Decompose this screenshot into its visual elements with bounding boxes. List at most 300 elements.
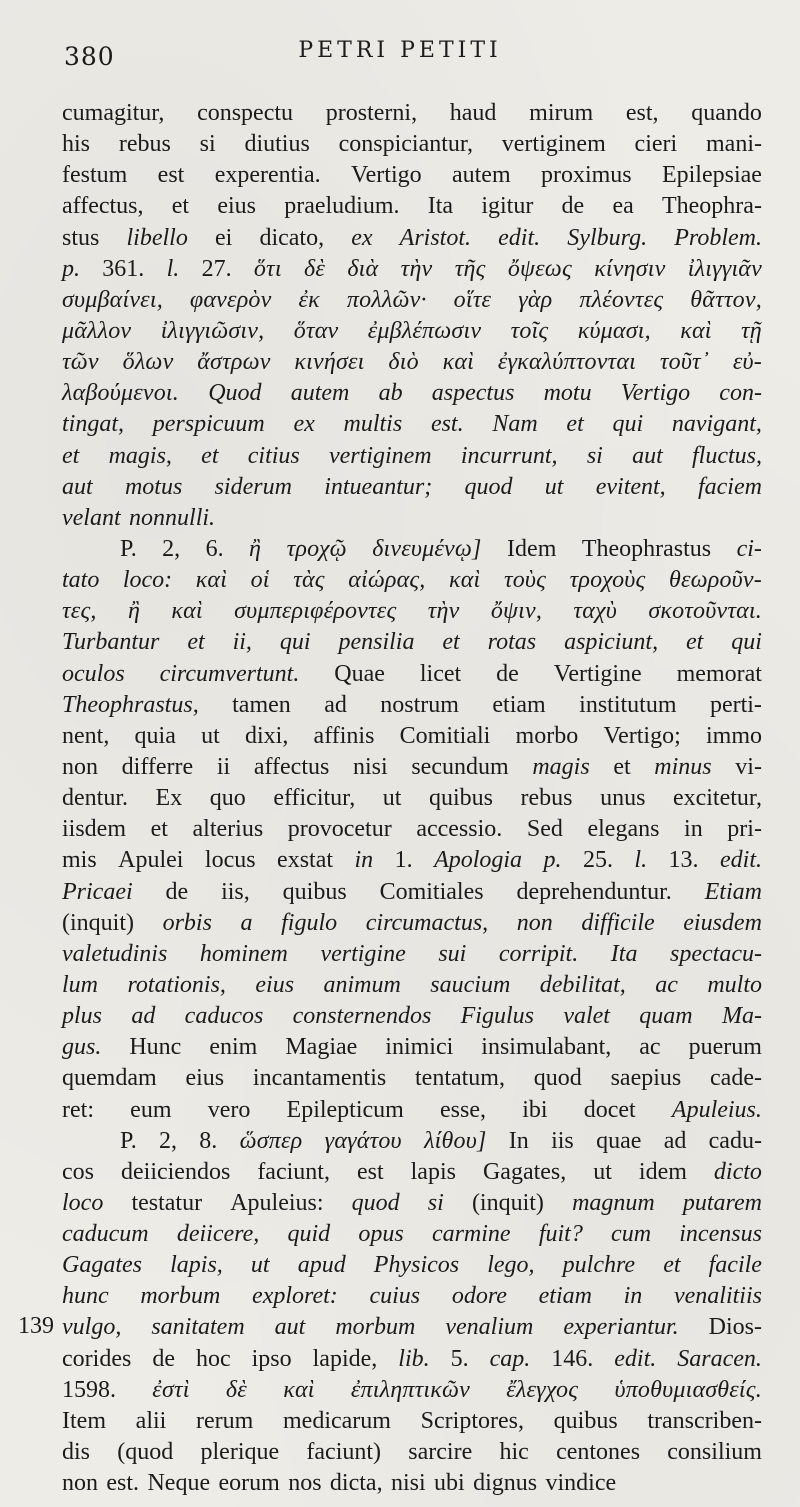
word: aspiciunt, <box>564 629 659 656</box>
text-line <box>62 347 762 378</box>
word: tamen <box>232 691 291 718</box>
word: vulgo, <box>62 1314 122 1341</box>
word: consilium <box>667 1439 762 1466</box>
word: tato <box>62 567 100 594</box>
word: ut <box>382 785 402 812</box>
word: iisdem <box>62 816 126 843</box>
word: oculos <box>62 660 125 687</box>
word: τῆς <box>454 255 486 282</box>
word: praeludium. <box>284 193 400 220</box>
word: ubi <box>434 1470 465 1497</box>
word: animum <box>323 971 401 998</box>
page-header <box>0 34 800 74</box>
word: non <box>62 1470 98 1497</box>
word: diutius <box>244 131 310 158</box>
word: lapis <box>410 1158 456 1185</box>
word: si <box>586 442 603 469</box>
word: quod <box>464 473 513 500</box>
word: alii <box>135 1407 167 1434</box>
word: Nam <box>492 411 538 438</box>
word: quemdam <box>62 1065 157 1092</box>
word: morbum <box>140 1283 221 1310</box>
word: Apulei <box>118 847 184 874</box>
text-line <box>62 129 762 160</box>
word: secundum <box>411 753 509 780</box>
word: hic <box>499 1439 529 1466</box>
word: aut <box>632 442 663 469</box>
word: saepius <box>610 1065 682 1092</box>
word: magis, <box>108 442 172 469</box>
text-line <box>62 1219 762 1250</box>
text-line <box>62 223 762 254</box>
word: spectacu- <box>670 940 762 967</box>
word: igitur <box>481 193 534 220</box>
word: vero <box>207 1096 251 1123</box>
word: (inquit) <box>62 909 134 936</box>
word: ac <box>655 971 678 998</box>
word: Sed <box>526 816 563 843</box>
word: γαγάτου <box>324 1127 402 1154</box>
word: l. <box>166 255 180 282</box>
word: ut <box>201 722 220 749</box>
word: si <box>199 131 216 158</box>
word: fuit? <box>538 1221 583 1248</box>
word: perti- <box>709 691 762 718</box>
word: aut <box>62 473 93 500</box>
word: docet <box>583 1096 636 1123</box>
word: quod <box>351 1189 400 1216</box>
text-line <box>62 98 762 129</box>
word: Problem. <box>674 224 762 251</box>
word: conspectu <box>197 100 294 126</box>
text-line <box>62 1250 762 1281</box>
word: testatur <box>131 1189 203 1216</box>
text-line <box>62 472 762 503</box>
word: ἢ <box>127 598 141 625</box>
word: lib. <box>398 1345 430 1372</box>
word: incurrunt, <box>460 442 558 469</box>
word: πλέοντες <box>579 286 664 313</box>
word: lapis, <box>170 1252 223 1279</box>
word: puerum <box>688 1034 762 1061</box>
word: 1. <box>394 847 413 874</box>
word: (quod <box>117 1439 174 1466</box>
word: morbum <box>335 1314 416 1341</box>
word: καὶ <box>449 567 481 594</box>
word: Ita <box>610 940 638 967</box>
word: dignus <box>473 1470 538 1497</box>
word: Turbantur <box>62 629 160 656</box>
word: et <box>187 629 205 656</box>
word: quod <box>533 1065 582 1092</box>
word: καὶ <box>283 1376 315 1403</box>
word: ἰλιγγιᾶν <box>687 255 762 282</box>
word: facile <box>708 1252 762 1279</box>
word: est <box>356 1158 384 1185</box>
word: loco: <box>122 567 173 594</box>
word: cieri <box>634 131 678 158</box>
word: nisi <box>353 753 388 780</box>
word: τῶν <box>62 349 99 376</box>
word: Saracen. <box>677 1345 762 1372</box>
word: exstat <box>277 847 334 874</box>
word: de <box>165 878 189 905</box>
page-number: 380 <box>64 42 115 71</box>
word: magis <box>532 753 590 780</box>
word: 6. <box>205 535 224 562</box>
word: cadu- <box>708 1127 762 1154</box>
word: nonnulli. <box>129 504 216 531</box>
text-line <box>62 503 762 534</box>
text-line <box>62 596 762 627</box>
word: a <box>240 909 253 936</box>
word: et <box>613 753 631 780</box>
word: immo <box>705 722 762 749</box>
body-text <box>62 98 762 1499</box>
word: si <box>427 1189 444 1216</box>
word: etiam <box>538 1283 592 1310</box>
word: dicta, <box>329 1470 383 1497</box>
word: nostrum <box>380 691 459 718</box>
word: quibus <box>553 1407 618 1434</box>
word: τροχῷ <box>286 535 347 562</box>
word: Apuleius. <box>671 1096 762 1123</box>
word: αἰώρας, <box>348 567 426 594</box>
word: debilitat, <box>539 971 626 998</box>
word: vertiginem <box>501 131 606 158</box>
word: eius <box>185 1065 225 1092</box>
word: λίθου] <box>424 1127 487 1154</box>
word: esse, <box>440 1096 487 1123</box>
word: 8. <box>199 1127 218 1154</box>
word: sarcire <box>408 1439 473 1466</box>
word: festum <box>62 162 128 189</box>
word: mani- <box>706 131 762 158</box>
word: πολλῶν· <box>346 286 427 313</box>
text-line <box>62 1095 762 1126</box>
word: vindice <box>545 1470 617 1497</box>
word: 13. <box>668 847 699 874</box>
word: Figulus <box>460 1003 534 1030</box>
word: nent, <box>62 722 110 749</box>
word: καὶ <box>171 598 203 625</box>
word: qui <box>612 411 644 438</box>
word: Apuleius: <box>230 1189 324 1216</box>
word: hominem <box>199 940 288 967</box>
word: et <box>686 629 704 656</box>
word: de <box>152 1345 175 1372</box>
word: γὰρ <box>518 286 553 313</box>
word: saucium <box>430 971 511 998</box>
word: ad <box>131 1003 156 1030</box>
word: pulchre <box>562 1252 636 1279</box>
word: edit. <box>720 847 762 874</box>
word: aut <box>274 1314 306 1341</box>
word: est, <box>625 100 659 126</box>
word: P. <box>120 1127 137 1154</box>
word: ci- <box>736 535 762 562</box>
word: οἱ <box>250 567 270 594</box>
word: καὶ <box>680 317 712 344</box>
word: rotas <box>487 629 537 656</box>
word: ἐγκαλύπτονται <box>497 349 637 376</box>
word: conspiciantur, <box>338 131 473 158</box>
word: et <box>663 1252 681 1279</box>
word: motus <box>124 473 183 500</box>
word: dicto <box>713 1158 762 1185</box>
word: inimici <box>385 1034 454 1061</box>
word: non <box>516 909 553 936</box>
word: τοῦτ᾽ <box>659 349 710 376</box>
text-line <box>62 441 762 472</box>
word: Epilepticum <box>286 1096 404 1123</box>
word: eius <box>255 971 295 998</box>
word: lego, <box>487 1252 535 1279</box>
word: caducum <box>62 1221 149 1248</box>
text-line <box>62 1281 762 1312</box>
word: hunc <box>62 1283 109 1310</box>
word: Quod <box>208 380 262 407</box>
word: lum <box>62 971 98 998</box>
word: centones <box>556 1439 641 1466</box>
text-line <box>62 1032 762 1063</box>
word: ταχὺ <box>573 598 617 625</box>
word: eius <box>217 193 256 220</box>
word: ex <box>351 224 373 251</box>
word: est. <box>430 411 464 438</box>
word: prosterni, <box>325 100 418 126</box>
word: διὸ <box>388 349 419 376</box>
word: in <box>354 847 374 874</box>
word: τοῖς <box>510 317 549 344</box>
word: τες, <box>62 598 97 625</box>
word: ret: <box>62 1096 94 1123</box>
word: l. <box>634 847 648 874</box>
word: ac <box>639 1034 661 1061</box>
word: ipso <box>251 1345 292 1372</box>
word: morbo <box>515 722 579 749</box>
text-line <box>62 378 762 409</box>
word: et <box>566 411 584 438</box>
word: τοὺς <box>503 567 547 594</box>
word: excitetur, <box>672 785 762 812</box>
word: iis <box>551 1127 574 1154</box>
word: affectus, <box>62 193 144 220</box>
word: διὰ <box>347 255 379 282</box>
word: est. <box>106 1470 140 1497</box>
word: φανερὸν <box>189 286 272 313</box>
word: magnum <box>572 1189 655 1216</box>
word: vertigine <box>320 940 406 967</box>
word: autem <box>451 162 511 189</box>
word: ὄψιν, <box>490 598 543 625</box>
word: δὲ <box>304 255 326 282</box>
word: dis <box>62 1439 91 1466</box>
word: Ma- <box>721 1003 762 1030</box>
word: ii <box>216 753 231 780</box>
word: Vertigo; <box>603 722 681 749</box>
text-line <box>62 1406 762 1437</box>
word: rebus <box>118 131 171 158</box>
word: Pricaei <box>62 878 133 905</box>
word: quam <box>639 1003 693 1030</box>
word: multis <box>343 411 403 438</box>
text-line <box>62 783 762 814</box>
word: ut <box>544 473 564 500</box>
word: perspicuum <box>152 411 265 438</box>
word: aspectus <box>431 380 515 407</box>
word: locus <box>204 847 256 874</box>
word: enim <box>209 1034 258 1061</box>
text-line <box>62 690 762 721</box>
word: idem <box>638 1158 687 1185</box>
word: Etiam <box>704 878 762 905</box>
word: experentia. <box>214 162 321 189</box>
text-line <box>62 316 762 347</box>
word: etiam <box>492 691 546 718</box>
word: λαβούμενοι. <box>62 380 179 407</box>
word: 2, <box>162 535 181 562</box>
word: plerique <box>200 1439 280 1466</box>
word: Scriptores, <box>420 1407 524 1434</box>
word: et <box>150 816 168 843</box>
word: in <box>684 816 703 843</box>
word: Neque <box>147 1470 211 1497</box>
word: deprehenduntur. <box>516 878 672 905</box>
text-line <box>62 970 762 1001</box>
word: Vertigo <box>620 380 691 407</box>
word: quia <box>134 722 176 749</box>
word: insimulabant, <box>481 1034 612 1061</box>
word: exploret: <box>252 1283 338 1310</box>
word: iis, <box>221 878 250 905</box>
word: lapide, <box>312 1345 378 1372</box>
word: rotationis, <box>127 971 226 998</box>
word: eum <box>130 1096 172 1123</box>
word: sui <box>438 940 467 967</box>
word: rerum <box>196 1407 254 1434</box>
word: dixi, <box>244 722 289 749</box>
word: difficile <box>581 909 655 936</box>
word: vertiginem <box>329 442 432 469</box>
word: Vertigo <box>350 162 422 189</box>
word: non <box>62 753 98 780</box>
text-line <box>62 565 762 596</box>
word: corripit. <box>498 940 579 967</box>
word: licet <box>419 660 462 687</box>
word: venalium <box>445 1314 534 1341</box>
text-line <box>62 1375 762 1406</box>
word: 146. <box>551 1345 594 1372</box>
word: dicato, <box>259 224 325 251</box>
word: dentur. <box>62 785 128 812</box>
text-line <box>62 1312 762 1343</box>
word: ei <box>214 224 233 251</box>
word: cade- <box>710 1065 762 1092</box>
word: θᾶττον, <box>690 286 762 313</box>
word: cumagitur, <box>62 100 165 126</box>
word: ὅτι <box>253 255 282 282</box>
word: Apologia <box>434 847 523 874</box>
word: multo <box>707 971 762 998</box>
text-line <box>62 627 762 658</box>
text-line <box>62 1001 762 1032</box>
word: odore <box>451 1283 507 1310</box>
word: elegans <box>587 816 660 843</box>
word: τῇ <box>741 317 762 344</box>
word: θεωροῦν- <box>668 567 762 594</box>
word: corides <box>62 1345 132 1372</box>
word: hoc <box>195 1345 231 1372</box>
word: proximus <box>540 162 632 189</box>
word: Idem <box>507 535 557 562</box>
word: κίνησιν <box>594 255 666 282</box>
word: Theophrastus, <box>62 691 199 718</box>
word: qui <box>731 629 762 656</box>
word: accessio. <box>416 816 503 843</box>
word: ex <box>293 411 315 438</box>
word: ut <box>593 1158 612 1185</box>
word: rebus <box>520 785 573 812</box>
word: mis <box>62 847 97 874</box>
text-line <box>62 1157 762 1188</box>
word: ἄστρων <box>197 349 271 376</box>
word: δινευμένῳ] <box>372 535 482 562</box>
word: valet <box>563 1003 610 1030</box>
word: In <box>508 1127 529 1154</box>
word: μᾶλλον <box>62 317 132 344</box>
word: οἵτε <box>453 286 492 313</box>
word: Comitiali <box>399 722 491 749</box>
text-line <box>62 1437 762 1468</box>
word: Hunc <box>129 1034 182 1061</box>
word: ἐμβλέπωσιν <box>367 317 482 344</box>
word: transcriben- <box>647 1407 762 1434</box>
word: nos <box>288 1470 322 1497</box>
text-line <box>62 845 762 876</box>
word: intueantur; <box>324 473 433 500</box>
word: con- <box>719 380 762 407</box>
word: ὥσπερ <box>239 1127 303 1154</box>
word: τροχοὺς <box>569 567 646 594</box>
text-line <box>62 1468 762 1499</box>
word: valetudinis <box>62 940 168 967</box>
word: pri- <box>727 816 762 843</box>
word: de <box>561 193 585 220</box>
word: Epilepsiae <box>661 162 762 189</box>
word: navigant, <box>671 411 762 438</box>
word: τὰς <box>293 567 325 594</box>
word: circumactus, <box>365 909 489 936</box>
word: τὴν <box>427 598 460 625</box>
word: quid <box>287 1221 331 1248</box>
text-line <box>62 939 762 970</box>
word: ὑποθυμιασθείς. <box>614 1376 762 1403</box>
word: κινήσει <box>294 349 365 376</box>
word: stus <box>62 224 100 251</box>
word: caducos <box>184 1003 264 1030</box>
word: Ex <box>155 785 183 812</box>
word: ἢ <box>249 535 262 562</box>
word: et <box>201 442 219 469</box>
word: κύμασι, <box>577 317 651 344</box>
word: τὴν <box>400 255 433 282</box>
word: experiantur. <box>563 1314 679 1341</box>
word: motu <box>543 380 592 407</box>
margin-note: 139 <box>18 1312 54 1339</box>
word: faciem <box>697 473 762 500</box>
word: ad <box>324 691 347 718</box>
